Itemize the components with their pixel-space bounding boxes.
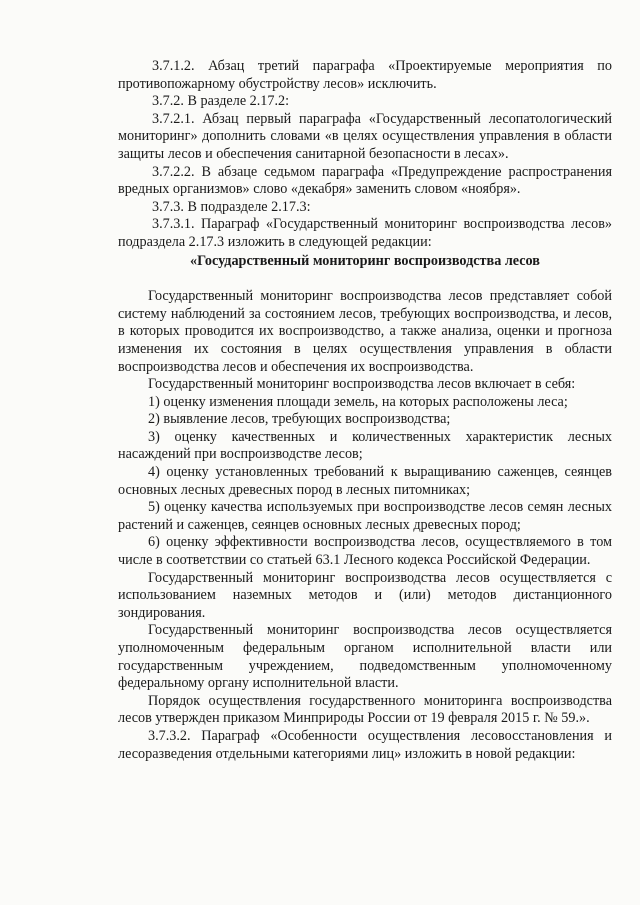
paragraph-definition: Государственный мониторинг воспроизводства лесов представляет собой систему наблюдений за состоянием лесов, требующих воспроизводства, и лесов, в которых проводится их воспроизводство, а также анализа, оценки и прогноза изменения их состояния в целях осуществления управления в области воспроизводства лесов и обеспечения их воспроизводства.	[118, 288, 612, 375]
paragraph-3-7-2-2: 3.7.2.2. В абзаце седьмом параграфа «Предупреждение распространения вредных организмов» слово «декабря» заменить словом «ноября».	[118, 163, 612, 198]
section-title: «Государственный мониторинг воспроизводства лесов	[190, 252, 540, 269]
paragraph-3-7-3-1: 3.7.3.1. Параграф «Государственный мониторинг воспроизводства лесов» подраздела 2.17.3 изложить в следующей редакции:	[118, 216, 612, 250]
paragraph-3-7-2-1: 3.7.2.1. Абзац первый параграфа «Государственный лесопатологический мониторинг» дополнить словами «в целях осуществления управления в области защиты лесов и обеспечения санитарной безопасности в лесах».	[118, 110, 612, 162]
paragraph-3-7-2: 3.7.2. В разделе 2.17.2:	[152, 93, 290, 110]
list-item: 2) выявление лесов, требующих воспроизводства;	[148, 411, 451, 428]
paragraph-order: Порядок осуществления государственного мониторинга воспроизводства лесов утвержден приказом Минприроды России от 19 февраля 2015 г. № 59.».	[118, 692, 612, 727]
paragraph-methods: Государственный мониторинг воспроизводства лесов осуществляется с использованием наземных методов и (или) методов дистанционного зондирования.	[118, 569, 612, 621]
document-body	[118, 58, 612, 763]
paragraph-3-7-3: 3.7.3. В подразделе 2.17.3:	[152, 198, 311, 215]
paragraph-includes: Государственный мониторинг воспроизводства лесов включает в себя:	[148, 376, 576, 393]
paragraph-authority: Государственный мониторинг воспроизводства лесов осуществляется уполномоченным федеральным органом исполнительной власти или государственным учреждением, подведомственным уполномоченному федеральному органу исполнительной власти.	[118, 622, 612, 692]
list-item: 3) оценку качественных и количественных характеристик лесных насаждений при воспроизводстве лесов;	[118, 428, 612, 463]
paragraph-3-7-1-2: 3.7.1.2. Абзац третий параграфа «Проектируемые мероприятия по противопожарному обустройству лесов» исключить.	[118, 58, 612, 92]
list-item: 1) оценку изменения площади земель, на которых расположены леса;	[148, 393, 568, 410]
list-item: 5) оценку качества используемых при воспроизводстве лесов семян лесных растений и саженцев, сеянцев основных лесных древесных пород;	[118, 499, 612, 533]
paragraph-3-7-3-2: 3.7.3.2. Параграф «Особенности осуществления лесовосстановления и лесоразведения отдельными категориями лиц» изложить в новой редакции:	[118, 727, 612, 762]
list-item: 4) оценку установленных требований к выращиванию саженцев, сеянцев основных лесных древесных пород в лесных питомниках;	[118, 464, 612, 498]
list-item: 6) оценку эффективности воспроизводства лесов, осуществляемого в том числе в соответствии со статьей 63.1 Лесного кодекса Российской Федерации.	[118, 534, 612, 569]
